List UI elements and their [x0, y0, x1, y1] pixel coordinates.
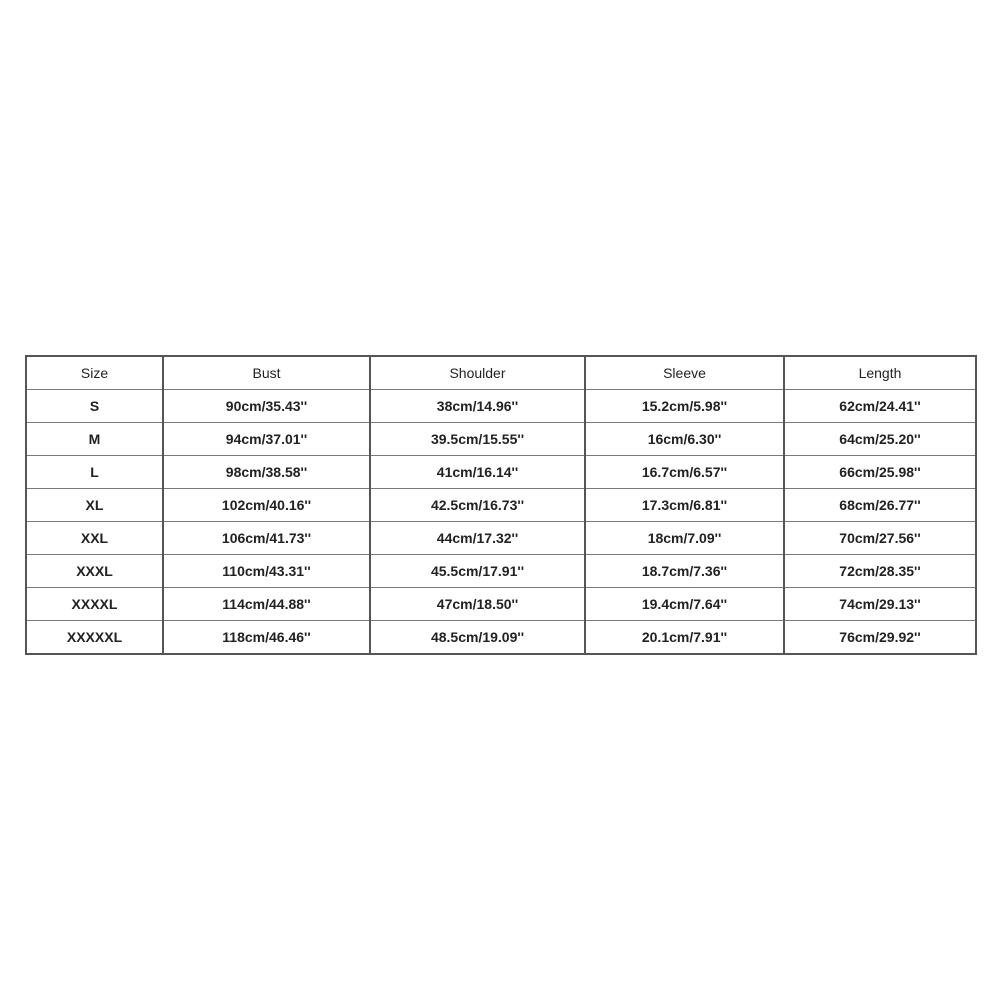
table-row [26, 555, 976, 588]
cell-length: 70cm/27.56'' [784, 522, 976, 555]
cell-sleeve: 18cm/7.09'' [585, 522, 784, 555]
cell-size: S [26, 390, 163, 423]
header-length: Length [784, 356, 976, 390]
cell-bust: 94cm/37.01'' [163, 423, 370, 456]
cell-length: 64cm/25.20'' [784, 423, 976, 456]
cell-sleeve: 16cm/6.30'' [585, 423, 784, 456]
table-row [26, 489, 976, 522]
header-row [26, 356, 976, 390]
cell-bust: 114cm/44.88'' [163, 588, 370, 621]
table-row [26, 588, 976, 621]
cell-bust: 90cm/35.43'' [163, 390, 370, 423]
cell-sleeve: 15.2cm/5.98'' [585, 390, 784, 423]
cell-sleeve: 20.1cm/7.91'' [585, 621, 784, 655]
header-bust: Bust [163, 356, 370, 390]
cell-length: 72cm/28.35'' [784, 555, 976, 588]
header-size: Size [26, 356, 163, 390]
cell-shoulder: 41cm/16.14'' [370, 456, 585, 489]
cell-size: M [26, 423, 163, 456]
table-row [26, 390, 976, 423]
header-shoulder: Shoulder [370, 356, 585, 390]
cell-length: 68cm/26.77'' [784, 489, 976, 522]
cell-bust: 106cm/41.73'' [163, 522, 370, 555]
cell-size: XXXXL [26, 588, 163, 621]
cell-sleeve: 17.3cm/6.81'' [585, 489, 784, 522]
cell-shoulder: 39.5cm/15.55'' [370, 423, 585, 456]
cell-shoulder: 47cm/18.50'' [370, 588, 585, 621]
cell-shoulder: 42.5cm/16.73'' [370, 489, 585, 522]
cell-size: XXL [26, 522, 163, 555]
cell-size: XXXL [26, 555, 163, 588]
header-sleeve: Sleeve [585, 356, 784, 390]
cell-length: 74cm/29.13'' [784, 588, 976, 621]
cell-sleeve: 19.4cm/7.64'' [585, 588, 784, 621]
cell-size: XL [26, 489, 163, 522]
cell-bust: 98cm/38.58'' [163, 456, 370, 489]
table-row [26, 621, 976, 655]
cell-size: L [26, 456, 163, 489]
size-chart-table [25, 355, 977, 655]
cell-sleeve: 16.7cm/6.57'' [585, 456, 784, 489]
cell-bust: 102cm/40.16'' [163, 489, 370, 522]
cell-sleeve: 18.7cm/7.36'' [585, 555, 784, 588]
cell-length: 62cm/24.41'' [784, 390, 976, 423]
cell-shoulder: 48.5cm/19.09'' [370, 621, 585, 655]
cell-shoulder: 38cm/14.96'' [370, 390, 585, 423]
cell-shoulder: 45.5cm/17.91'' [370, 555, 585, 588]
cell-bust: 118cm/46.46'' [163, 621, 370, 655]
table-row [26, 522, 976, 555]
cell-length: 76cm/29.92'' [784, 621, 976, 655]
table-row [26, 456, 976, 489]
table-row [26, 423, 976, 456]
cell-shoulder: 44cm/17.32'' [370, 522, 585, 555]
cell-size: XXXXXL [26, 621, 163, 655]
cell-length: 66cm/25.98'' [784, 456, 976, 489]
cell-bust: 110cm/43.31'' [163, 555, 370, 588]
